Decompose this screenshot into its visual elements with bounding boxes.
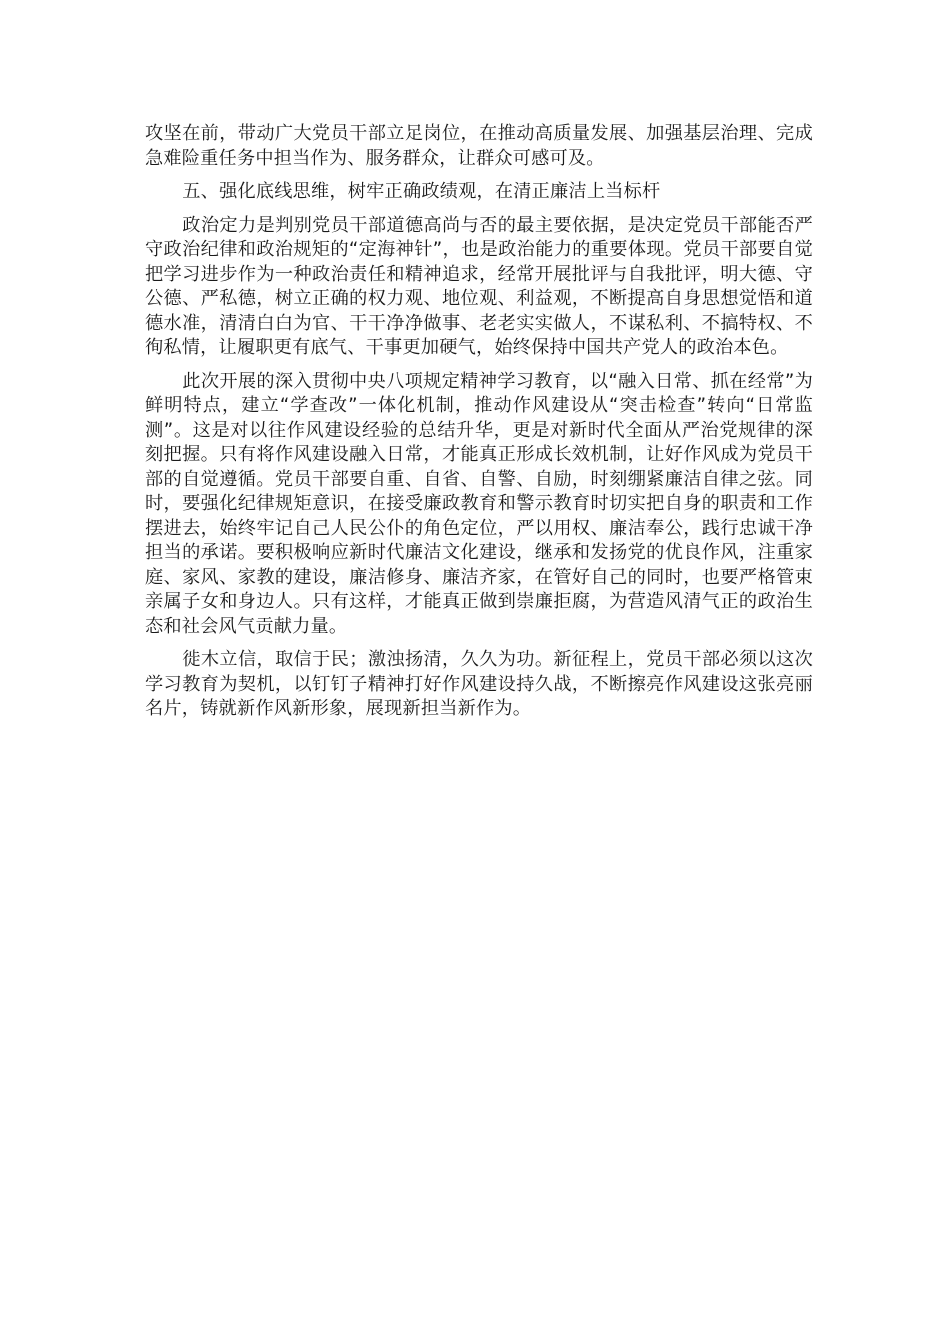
section-heading: 五、强化底线思维，树牢正确政绩观，在清正廉洁上当标杆 [182, 181, 661, 202]
paragraph-continued: 攻坚在前，带动广大党员干部立足岗位，在推动高质量发展、加强基层治理、完成急难险重任务中担当作为、服务群众，让群众可感可及。 [145, 123, 813, 169]
paragraph: 政治定力是判别党员干部道德高尚与否的最主要依据，是决定党员干部能否严守政治纪律和政治规矩的“定海神针”，也是政治能力的重要体现。党员干部要自觉把学习进步作为一种政治责任和精神追求，经常开展批评与自我批评，明大德、守公德、严私德，树立正确的权力观、地位观、利益观，不断提高自身思想觉悟和道德水准，清清白白为官、干干净净做事、老老实实做人，不谋私利、不搞特权、不徇私情，让履职更有底气、干事更加硬气，始终保持中国共产党人的政治本色。 [145, 214, 813, 358]
paragraph: 此次开展的深入贯彻中央八项规定精神学习教育，以“融入日常、抓在经常”为鲜明特点，建立“学查改”一体化机制，推动作风建设从“突击检查”转向“日常监测”。这是对以往作风建设经验的总结升华，更是对新时代全面从严治党规律的深刻把握。只有将作风建设融入日常，才能真正形成长效机制，让好作风成为党员干部的自觉遵循。党员干部要自重、自省、自警、自励，时刻绷紧廉洁自律之弦。同时，要强化纪律规矩意识，在接受廉政教育和警示教育时切实把自身的职责和工作摆进去，始终牢记自己人民公仆的角色定位，严以用权、廉洁奉公，践行忠诚干净担当的承诺。要积极响应新时代廉洁文化建设，继承和发扬党的优良作风，注重家庭、家风、家教的建设，廉洁修身、廉洁齐家，在管好自己的同时，也要严格管束亲属子女和身边人。只有这样，才能真正做到崇廉拒腐，为营造风清气正的政治生态和社会风气贡献力量。 [145, 370, 813, 637]
document-body [145, 122, 813, 722]
paragraph: 徙木立信，取信于民；激浊扬清，久久为功。新征程上，党员干部必须以这次学习教育为契机，以钉钉子精神打好作风建设持久战，不断擦亮作风建设这张亮丽名片，铸就新作风新形象，展现新担当新作为。 [145, 649, 813, 719]
